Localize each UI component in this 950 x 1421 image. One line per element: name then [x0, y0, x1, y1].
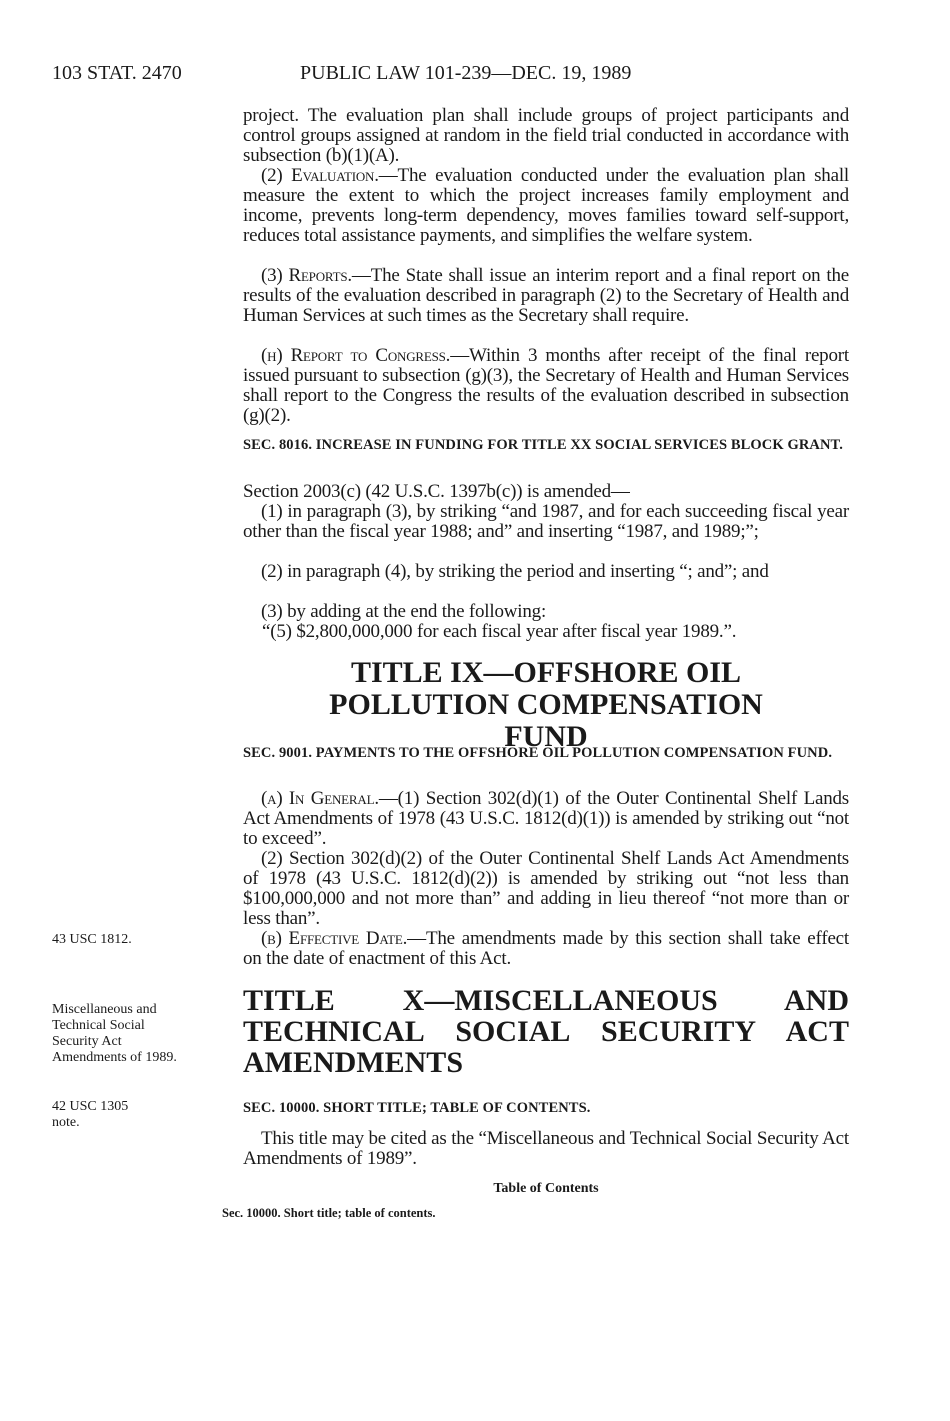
paragraph-text: —(1) Section 302(d)(1) of the Outer Continental Shelf Lands Act Amendments of 1978 (43 U.S.C. 1812(d)(1)) is amended by striking out “not to exceed”.: [243, 788, 849, 849]
title-ix-heading: TITLE IX—OFFSHORE OIL POLLUTION COMPENSATION FUND: [329, 656, 763, 753]
clause: (1) in paragraph (3), by striking “and 1987, and for each succeeding fiscal year other than the fiscal year 1988; and” and inserting “1987, and 1989;”;: [243, 501, 849, 542]
paragraph-text: —The State shall issue an interim report and a final report on the results of the evaluation described in paragraph (2) to the Secretary of Health and Human Services at such times as the Secretary shall require.: [243, 265, 849, 326]
paragraph-text: —The evaluation conducted under the evaluation plan shall measure the extent to which the project increases family employment and income, prevents long-term dependency, moves families toward self-support, reduces total assistance payments, and simplifies the welfare system.: [243, 165, 849, 246]
margin-note: 42 USC 1305 note.: [52, 1099, 129, 1130]
page-number: 103 STAT. 2470: [52, 62, 182, 84]
paragraph-text: —The amendments made by this section shall take effect on the date of enactment of this Act.: [243, 928, 849, 969]
paragraph: This title may be cited as the “Miscellaneous and Technical Social Security Act Amendments of 1989”.: [243, 1128, 849, 1169]
paragraph: project. The evaluation plan shall include groups of project participants and control groups assigned at random in the field trial conducted in accordance with subsection (b)(1)(A).: [243, 105, 849, 166]
subsection-b: [243, 929, 849, 969]
clause: (2) in paragraph (4), by striking the period and inserting “; and”; and: [261, 561, 769, 582]
toc-heading: Table of Contents: [493, 1181, 599, 1196]
run-in-heading: (2) Evaluation.: [261, 165, 379, 186]
paragraph-text: —Within 3 months after receipt of the final report issued pursuant to subsection (g)(3), the Secretary of Health and Human Services shall report to the Congress the results of the evaluation described in subsection (g)(2).: [243, 345, 849, 426]
running-title: PUBLIC LAW 101-239—DEC. 19, 1989: [300, 62, 632, 84]
paragraph: Section 2003(c) (42 U.S.C. 1397b(c)) is amended—: [243, 481, 630, 502]
title-x-heading: TITLE X—MISCELLANEOUS AND TECHNICAL SOCIAL SECURITY ACT AMENDMENTS: [243, 984, 849, 1079]
run-in-heading: (h) Report to Congress.: [261, 345, 451, 366]
paragraph-evaluation: [243, 166, 849, 246]
section-heading-9001: SEC. 9001. PAYMENTS TO THE OFFSHORE OIL POLLUTION COMPENSATION FUND.: [243, 745, 833, 761]
subsection-a: [243, 789, 849, 849]
margin-note: 43 USC 1812.: [52, 932, 132, 947]
paragraph: (2) Section 302(d)(2) of the Outer Continental Shelf Lands Act Amendments of 1978 (43 U.S.C. 1812(d)(2)) is amended by striking out “not less than $100,000,000 and not more than” and adding in lieu thereof “not more than or less than”.: [243, 848, 849, 929]
paragraph-reports: [243, 266, 849, 326]
clause: (3) by adding at the end the following:: [261, 601, 547, 622]
section-heading-8016: SEC. 8016. INCREASE IN FUNDING FOR TITLE XX SOCIAL SERVICES BLOCK GRANT.: [243, 437, 843, 453]
margin-note: Miscellaneous and Technical Social Security Act Amendments of 1989.: [52, 1002, 177, 1065]
run-in-heading: (b) Effective Date.: [261, 928, 408, 949]
run-in-heading: (3) Reports.: [261, 265, 352, 286]
quoted-text: “(5) $2,800,000,000 for each fiscal year after fiscal year 1989.”.: [262, 621, 737, 642]
run-in-heading: (a) In General.: [261, 788, 379, 809]
subsection-h: [243, 346, 849, 426]
section-heading-10000: SEC. 10000. SHORT TITLE; TABLE OF CONTENTS.: [243, 1100, 591, 1116]
toc-item: Sec. 10000. Short title; table of contents.: [222, 1206, 436, 1220]
